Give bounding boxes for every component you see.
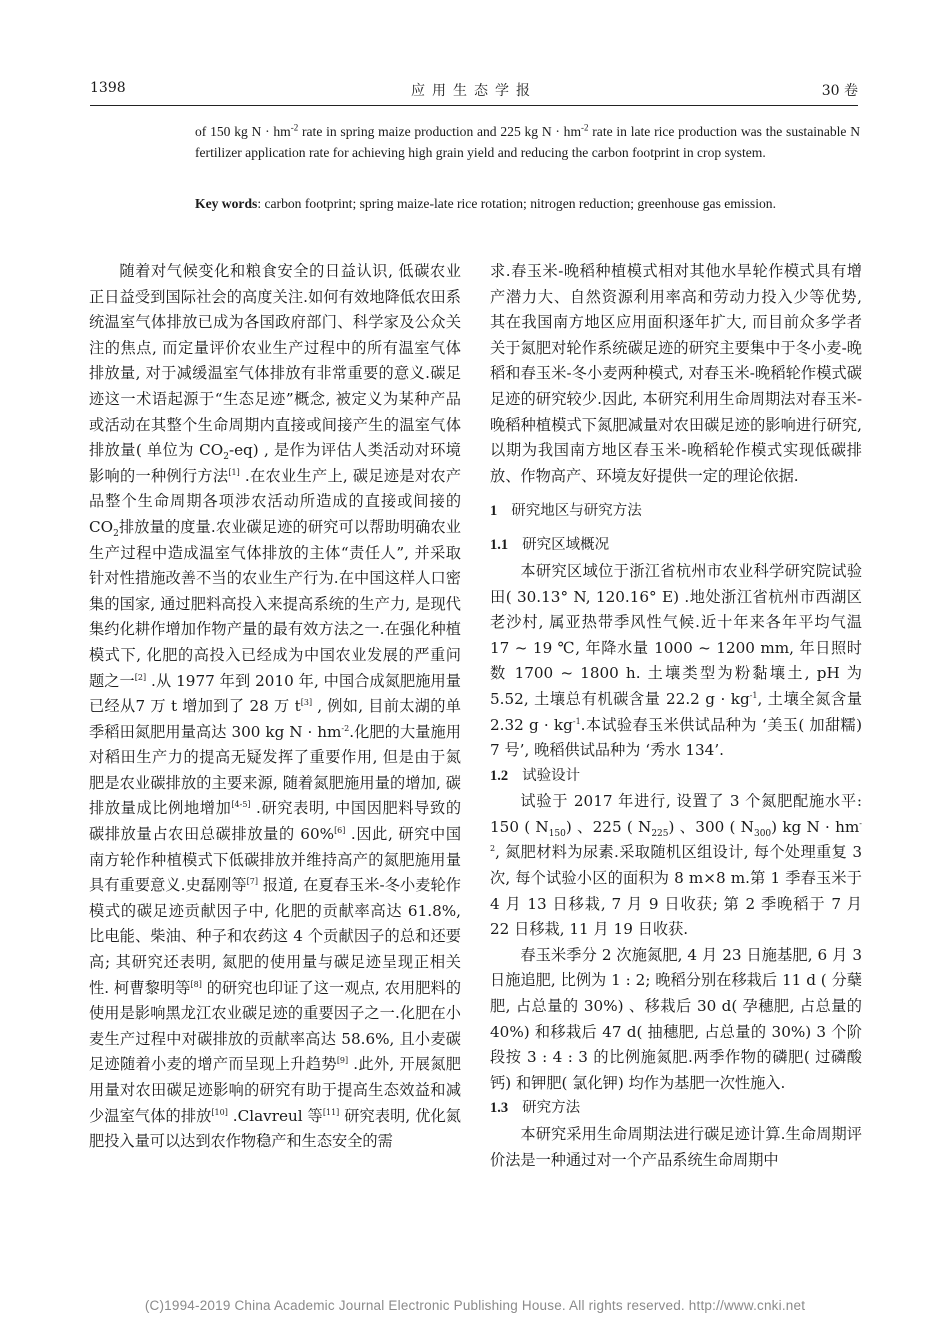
volume-label: 30 卷	[821, 83, 858, 99]
study-area-paragraph: 本研究区域位于浙江省杭州市农业科学研究院试验田( 30.13° N, 120.16° E) .地处浙江省杭州市西湖区老沙村, 属亚热带季风性气候.近十年来各年平均气温 17 ~ 19 ℃, 年降水量 1000 ~ 1200 mm, 年日照时数 1700 ~ 1800 h. 土壤类型为粉黏壤土, pH 为 5.52, 土壤总有机碳含量 22.2 $g \cdot kg^{-1}$, 土壤全氮含量 2.32 $g \cdot kg^{-1}$.本试验春玉米供试品种为 ‘美玉( 加甜糯) 7 号’, 晚稻供试品种为 ‘秀水 134’.	[490, 561, 863, 760]
running-header	[90, 80, 858, 100]
intro-paragraph-continued: 求.春玉米-晚稻种植模式相对其他水旱轮作模式具有增产潜力大、自然资源利用率高和劳动力投入少等优势, 其在我国南方地区应用面积逐年扩大, 而目前众多学者关于氮肥对轮作系统碳足迹的研究主要集中于冬小麦-晚稻和春玉米-冬小麦两种模式, 对春玉米-晚稻轮作模式碳足迹的研究较少.因此, 本研究利用生命周期法对春玉米-晚稻种植模式下氮肥减量对农田碳足迹的影响进行研究, 以期为我国南方地区春玉米-晚稻轮作模式实现低碳排放、作物高产、环境友好提供一定的理论依据.	[490, 262, 862, 485]
design-paragraph: 试验于 2017 年进行, 设置了 3 个氮肥配施水平: 150 ( $N_{150}$) 、225 ( $N_{225}$) 、300 ( $N_{300}$) kg $N \cdot hm^{-2}$, 氮肥材料为尿素.采取随机区组设计, 每个处理重复 3 次, 每个试验小区的面积为 8 m×8 m.第 1 季春玉米于 4 月 13 日移栽, 7 月 9 日收获; 第 2 季晚稻于 7 月 22 日移栽, 11 月 19 日收获.	[490, 792, 862, 939]
method-paragraph: 本研究采用生命周期法进行碳足迹计算.生命周期评价法是一种通过对一个产品系统生命周期中	[490, 1125, 862, 1169]
section-heading-1-3: 1.3 研究方法	[490, 1100, 581, 1117]
journal-title: 应用生态学报	[411, 83, 537, 99]
intro-paragraph: 随着对气候变化和粮食安全的日益认识, 低碳农业正日益受到国际社会的高度关注.如何有效地降低农田系统温室气体排放已成为各国政府部门、科学家及公众关注的焦点, 而定量评价农业生产过程中的所有温室气体排放量, 对于减缓温室气体排放有非常重要的意义.碳足迹这一术语起源于“生态足迹”概念, 被定义为某种产品或活动在其整个生命周期内直接或间接产生的温室气体排放量( 单位为 $CO_2-eq$) , 是作为评估人类活动对环境影响的一种例行方法[1] .在农业生产上, 碳足迹是对农产品整个生命周期各项涉农活动所造成的直接或间接的$CO_2$排放量的度量.农业碳足迹的研究可以帮助明确农业生产过程中造成温室气体排放的主体“责任人”, 并采取针对性措施改善不当的农业生产行为.在中国这样人口密集的国家, 通过肥料高投入来提高系统的生产力, 是现代集约化耕作增加作物产量的最有效方法之一.在强化种植模式下, 化肥的高投入已经成为中国农业发展的严重问题之一[2] .从 1977 年到 2010 年, 中国合成氮肥施用量已经从7 万 t 增加到了 28 万 t[3] , 例如, 目前太湖的单季稻田氮肥用量高达 300 kg $N \cdot hm^{-2}$.化肥的大量施用对稻田生产力的提高无疑发挥了重要作用, 但是由于氮肥是农业碳排放的主要来源, 随着氮肥施用量的增加, 碳排放量成比例地增加[4-5] .研究表明, 中国因肥料导致的碳排放量占农田总碳排放量的 60%[6] .因此, 研究中国南方轮作种植模式下低碳排放并维持高产的氮肥施用量具有重要意义.史磊刚等[7] 报道, 在夏春玉米-冬小麦轮作模式的碳足迹贡献因子中, 化肥的贡献率高达 61.8%, 比电能、柴油、种子和农药这 4 个贡献因子的总和还要高; 其研究还表明, 氮肥的使用量与碳足迹呈现正相关性. 柯曹黎明等[8] 的研究也印证了这一观点, 农用肥料的使用是影响黑龙江农业碳足迹的重要因子之一.化肥在小麦生产过程中对碳排放的贡献率高达 58.6%, 且小麦碳足迹随着小麦的增产而呈现上升趋势[9] .此外, 开展氮肥用量对农田碳足迹影响的研究有助于提高生态效益和减少温室气体的排放[10] .Clavreul 等[11] 研究表明, 优化氮肥投入量可以达到农作物稳产和生态安全的需	[89, 262, 462, 1151]
section-heading-1-2: 1.2 试验设计	[490, 767, 581, 784]
left-column	[89, 259, 461, 1155]
section-heading-1-1: 1.1 研究区域概况	[490, 537, 610, 554]
right-column	[490, 259, 862, 1173]
fertilization-paragraph: 春玉米季分 2 次施氮肥, 4 月 23 日施基肥, 6 月 3 日施追肥, 比例为 1 : 2; 晚稻分别在移栽后 11 d ( 分蘖肥, 占总量的 30%) 、移栽后 30 d( 孕穗肥, 占总量的 40%) 和移栽后 47 d( 抽穗肥, 占总量的 30%) 3 个阶段按 3 : 4 : 3 的比例施氮肥.两季作物的磷肥( 过磷酸钙) 和钾肥( 氯化钾) 均作为基肥一次性施入.	[490, 945, 862, 1092]
keywords	[195, 194, 860, 215]
keywords-label: Key words	[195, 196, 258, 211]
keywords-text: : carbon footprint; spring maize-late rice rotation; nitrogen reduction; greenhouse gas emission.	[257, 196, 776, 211]
copyright-footer: (C)1994-2019 China Academic Journal Electronic Publishing House. All rights reserved. http://www.cnki.net	[144, 1298, 806, 1313]
section-heading-1: 1 研究地区与研究方法	[490, 503, 642, 520]
page-number: 1398	[90, 80, 126, 96]
header-rule	[90, 105, 858, 106]
abstract-tail: of 150 kg $N \cdot hm^{-2}$ rate in spring maize production and 225 kg $N \cdot hm^{-2}$ rate in late rice production was the sustainable N fertilizer application rate for achieving high grain yield and reducing the carbon footprint in crop system.	[195, 122, 861, 160]
